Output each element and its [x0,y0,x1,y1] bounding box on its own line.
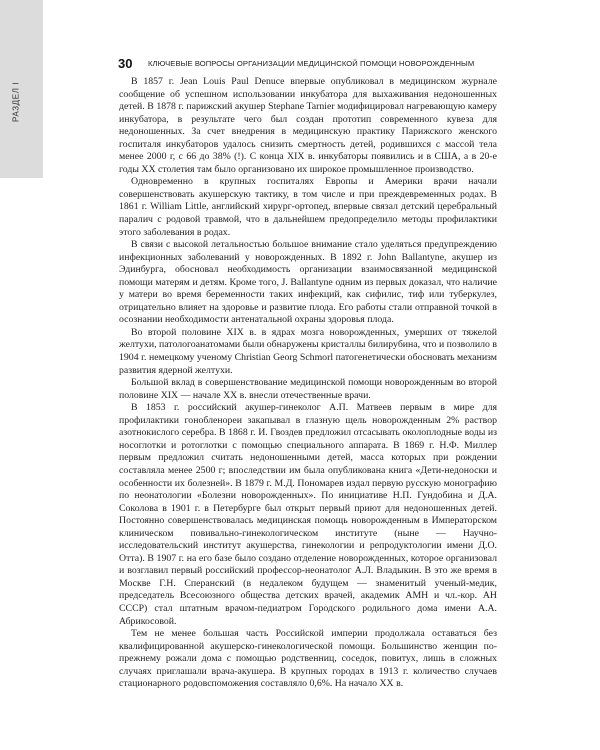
paragraph: Тем не менее большая часть Российской империи продолжала оставаться без квалифицированной акушерско-гинекологической помощи. Большинство женщин по-прежнему рожали дома с помощью родственниц, соседок, повитух, лишь в сложных случаях приглашали врача-акушера. В крупных городах в 1913 г. количество случаев стационарного родовспоможения составляло 0,6%. На начало XX в. [119,628,497,690]
section-side-tab [0,0,43,178]
paragraph: Во второй половине XIX в. в ядрах мозга новорожденных, умерших от тяжелой желтухи, патологоанатомами были обнаружены кристаллы билирубина, что и позволило в 1904 г. немецкому ученому Christian Georg Schmorl патогенетически обосновать механизм развития ядерной желтухи. [119,326,497,376]
paragraph: В связи с высокой летальностью большое внимание стало уделяться предупреждению инфекционных заболеваний у новорожденных. В 1892 г. John Ballantyne, акушер из Эдинбурга, обосновал необходимость организации взаимосвязанной медицинской помощи матерям и детям. Кроме того, J. Ballantyne одним из первых доказал, что наличие у матери во время беременности таких инфекций, как сифилис, тиф или туберкулез, отрицательно влияет на здоровье и развитие плода. Его работы стали отправной точкой в осознании необходимости антенатальной охраны здоровья плода. [119,239,497,326]
paragraph: Большой вклад в совершенствование медицинской помощи новорожденным во второй половине XIX — начале XX в. внесли отечественные врачи. [119,377,497,401]
section-label: РАЗДЕЛ I [11,81,21,123]
page-number: 30 [118,55,133,71]
running-header-title: КЛЮЧЕВЫЕ ВОПРОСЫ ОРГАНИЗАЦИИ МЕДИЦИНСКОЙ ПОМОЩИ НОВОРОЖДЕННЫМ [148,58,475,68]
running-header [118,55,496,71]
paragraph: Одновременно в крупных госпиталях Европы и Америки врачи начали совершенствовать акушерскую тактику, в том числе и при преждевременных родах. В 1861 г. William Little, английский хирург-ортопед, впервые связал детский церебральный паралич с родовой травмой, что в дальнейшем предопределило методы профилактики этого заболевания в родах. [119,176,497,238]
paragraph: В 1857 г. Jean Louis Paul Denuce впервые опубликовал в медицинском журнале сообщение об успешном использовании инкубатора для выхаживания недоношенных детей. В 1878 г. парижский акушер Stephane Tarnier модифицировал нагревающую камеру инкубатора, в результате чего был создан прототип современного кувеза для недоношенных. За счет внедрения в медицинскую практику Парижского женского госпиталя инкубаторов удалось снизить смертность детей, родившихся с массой тела менее 2000 г, с 66 до 38% (!). С конца XIX в. инкубаторы появились и в США, а в 20-е годы XX столетия там было организовано их широкое промышленное производство. [119,76,497,175]
body-text [119,76,497,726]
paragraph: В 1853 г. российский акушер-гинеколог А.П. Матвеев первым в мире для профилактики гонобленореи закапывал в глазную щель новорожденным 2% раствор азотнокислого серебра. В 1868 г. И. Гвоздев предложил отсасывать околоплодные воды из носоглотки и ротоглотки с помощью специального аппарата. В 1869 г. Н.Ф. Миллер первым предложил считать недоношенными детей, масса которых при рождении составляла менее 2500 г; впоследствии им была опубликована книга «Дети-недоноски и особенности их болезней». В 1879 г. М.Д. Пономарев издал первую русскую монографию по неонатологии «Болезни новорожденных». По инициативе Н.П. Гундобина и Д.А. Соколова в 1901 г. в Петербурге был открыт первый приют для недоношенных детей. Постоянно совершенствовалась медицинская помощь новорожденным в Императорском клиническом повивально-гинекологическом институте (ныне — Научно-исследовательский институт акушерства, гинекологии и репродуктологии имени Д.О. Отта). В 1907 г. на его базе было создано отделение новорожденных, которое организовал и возглавил первый российский профессор-неонатолог А.Л. Владыкин. В это же время в Москве Г.Н. Сперанский (в недалеком будущем — знаменитый ученый-медик, председатель Всесоюзного общества детских врачей, академик АМН и чл.-кор. АН СССР) стал штатным врачом-педиатром Городского родильного дома имени А.А. Абрикосовой. [119,402,497,627]
